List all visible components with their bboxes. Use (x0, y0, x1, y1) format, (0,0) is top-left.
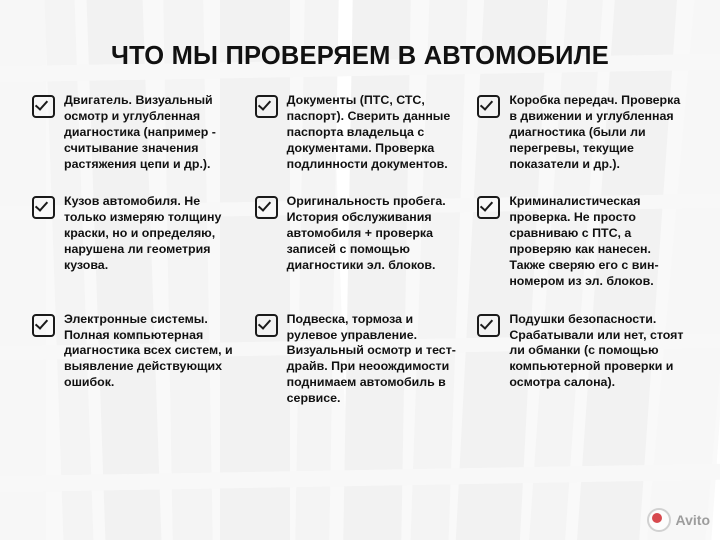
checklist-item-lead: Подушки безопасности. (509, 311, 657, 326)
checklist-item-text (287, 194, 466, 273)
checklist-item-body: Срабатывали или нет, стоят ли обманки (с помощью компьютерной проверки и осмотра салона). (509, 327, 684, 390)
checklist-item-lead: Кузов автомобиля. (64, 194, 181, 209)
checklist-item-body: Не просто сравниваю с ПТС, а проверяю как нанесен. Также сверяю его с вин-номером из эл. блоков. (509, 210, 659, 288)
checklist-item-body: Полная компьютерная диагностика всех систем, и выявление действующих ошибок. (64, 327, 233, 390)
checklist-item-forensic-check (477, 194, 688, 289)
watermark-label: Avito (675, 512, 710, 528)
checklist-item-text (64, 194, 243, 273)
checklist-item-body-condition (32, 194, 243, 289)
checklist-item-documents (255, 93, 466, 172)
page-title: ЧТО МЫ ПРОВЕРЯЕМ В АВТОМОБИЛЕ (111, 42, 609, 70)
checklist-item-text (287, 312, 466, 407)
checklist-item-text (509, 194, 688, 289)
checkbox-checked-icon (32, 95, 55, 118)
checklist-item-body: Не только измеряю толщину краски, но и определяю, нарушена ли геометрия кузова. (64, 194, 222, 272)
checkbox-checked-icon (32, 314, 55, 337)
checkbox-checked-icon (255, 196, 278, 219)
checklist-item-body: Визуальный осмотр и углубленная диагностика (например - считывание значения растяжения цепи и др.). (64, 93, 216, 171)
checklist-item-electronics (32, 312, 243, 407)
checklist-item-lead: Двигатель. (64, 93, 133, 107)
checklist-item-text (64, 312, 243, 391)
checklist-item-lead: Электронные системы. (64, 311, 208, 326)
checklist-item-lead: Оригинальность пробега. (286, 194, 446, 209)
checklist-item-mileage (255, 194, 466, 289)
checklist-item-text (64, 93, 243, 172)
checklist-item-body: Визуальный осмотр и тест-драйв. При неоождимости поднимаем автомобиль в сервисе. (286, 343, 456, 405)
checklist-item-text (509, 93, 688, 172)
checkbox-checked-icon (255, 95, 278, 118)
checklist-item-text (509, 312, 688, 391)
avito-logo-icon (647, 508, 671, 532)
checklist-item-gearbox (477, 93, 688, 172)
checklist-item-lead: Коробка передач. (509, 93, 618, 107)
checklist-item-lead: Документы (ПТС, СТС, паспорт). (286, 93, 425, 123)
checkbox-checked-icon (477, 196, 500, 219)
checklist-item-engine (32, 93, 243, 172)
checklist-item-lead: Подвеска, тормоза и рулевое управление. (286, 311, 418, 342)
checklist-item-text (287, 93, 466, 172)
checkbox-checked-icon (32, 196, 55, 219)
watermark (647, 508, 710, 532)
checklist-item-airbags (477, 312, 688, 407)
checkbox-checked-icon (477, 95, 500, 118)
checklist-grid (18, 93, 702, 407)
checklist-item-body: Проверка в движении и углубленная диагностика (были ли перегревы, текущие показатели и др.). (509, 93, 681, 171)
checklist-item-suspension-brakes-steering (255, 312, 466, 407)
checklist-item-lead: Криминалистическая проверка. (509, 194, 641, 225)
checklist-item-body: Сверить данные паспорта владельца с документами. Проверка подлинности документов. (286, 108, 451, 171)
checkbox-checked-icon (255, 314, 278, 337)
checkbox-checked-icon (477, 314, 500, 337)
checklist-item-body: История обслуживания автомобиля + проверка записей с помощью диагностики эл. блоков. (286, 210, 436, 272)
